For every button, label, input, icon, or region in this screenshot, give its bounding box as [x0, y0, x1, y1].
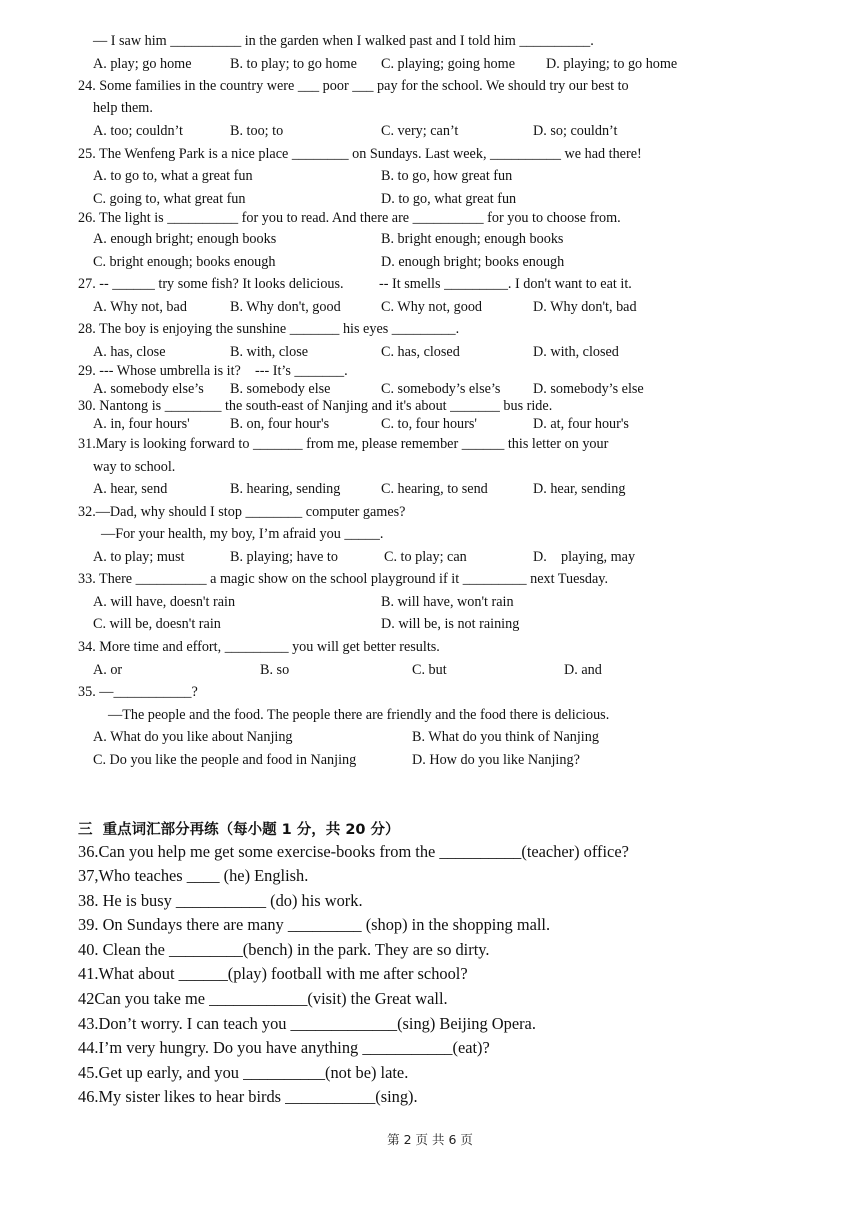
- q33-option-c: C. will be, doesn't rain: [93, 616, 221, 632]
- vocab-item-42: 42Can you take me ____________(visit) the Great wall.: [78, 989, 448, 1008]
- q35-option-c: C. Do you like the people and food in Nanjing: [93, 752, 357, 768]
- q33-stem: 33. There __________ a magic show on the school playground if it _________ next Tuesday.: [78, 571, 608, 587]
- q24-option-c: C. very; can’t: [381, 123, 459, 139]
- q28-option-c: C. has, closed: [381, 344, 460, 360]
- q32-option-d: D. playing, may: [533, 549, 636, 565]
- q23-option-d: D. playing; to go home: [546, 56, 678, 72]
- q24-option-b: B. too; to: [230, 123, 284, 139]
- q33-option-a: A. will have, doesn't rain: [93, 594, 236, 610]
- q34-option-b: B. so: [260, 662, 290, 678]
- q31-option-b: B. hearing, sending: [230, 481, 341, 497]
- q35-option-b: B. What do you think of Nanjing: [412, 729, 599, 745]
- q28-option-a: A. has, close: [93, 344, 166, 360]
- q29-stem: 29. --- Whose umbrella is it? --- It’s _______.: [78, 363, 348, 379]
- q31-stem: 31.Mary is looking forward to _______ from me, please remember ______ this letter on your: [78, 436, 609, 452]
- q33-option-d: D. will be, is not raining: [381, 616, 520, 632]
- vocab-item-37: 37,Who teaches ____ (he) English.: [78, 866, 309, 885]
- q25-option-a: A. to go to, what a great fun: [93, 168, 253, 184]
- q27-stem: 27. -- ______ try some fish? It looks delicious. -- It smells _________. I don't want to eat it.: [78, 276, 632, 292]
- q32-option-b: B. playing; have to: [230, 549, 338, 565]
- q25-option-c: C. going to, what great fun: [93, 191, 246, 207]
- q23-option-b: B. to play; to go home: [230, 56, 357, 72]
- page-footer: 第 2 页 共 6 页: [387, 1132, 473, 1147]
- vocab-item-36: 36.Can you help me get some exercise-books from the __________(teacher) office?: [78, 842, 629, 861]
- q28-stem: 28. The boy is enjoying the sunshine _______ his eyes _________.: [78, 321, 460, 337]
- vocab-item-41: 41.What about ______(play) football with me after school?: [78, 964, 468, 983]
- q30-stem: 30. Nantong is ________ the south-east of Nanjing and it's about _______ bus ride.: [78, 398, 553, 414]
- q26-option-d: D. enough bright; books enough: [381, 254, 565, 270]
- q34-option-d: D. and: [564, 662, 602, 678]
- q29-option-b: B. somebody else: [230, 381, 331, 397]
- q34-option-c: C. but: [412, 662, 447, 678]
- vocab-item-40: 40. Clean the _________(bench) in the park. They are so dirty.: [78, 940, 490, 959]
- q30-option-c: C. to, four hours': [381, 416, 477, 432]
- q27-option-d: D. Why don't, bad: [533, 299, 637, 315]
- q26-stem: 26. The light is __________ for you to read. And there are __________ for you to choose from.: [78, 210, 621, 226]
- q27-option-b: B. Why don't, good: [230, 299, 341, 315]
- q34-stem: 34. More time and effort, _________ you will get better results.: [78, 639, 440, 655]
- q31-option-a: A. hear, send: [93, 481, 168, 497]
- q24-option-a: A. too; couldn’t: [93, 123, 183, 139]
- q35-continuation: —The people and the food. The people there are friendly and the food there is delicious.: [108, 707, 610, 723]
- q35-option-a: A. What do you like about Nanjing: [93, 729, 293, 745]
- q32-continuation: —For your health, my boy, I’m afraid you _____.: [101, 526, 384, 542]
- q24-stem: 24. Some families in the country were ___ poor ___ pay for the school. We should try our best to: [78, 78, 629, 94]
- q26-option-c: C. bright enough; books enough: [93, 254, 276, 270]
- vocab-item-44: 44.I’m very hungry. Do you have anything ___________(eat)?: [78, 1038, 490, 1057]
- q32-option-a: A. to play; must: [93, 549, 185, 565]
- q35-stem: 35. —___________?: [78, 684, 198, 700]
- q27-option-c: C. Why not, good: [381, 299, 483, 315]
- q30-option-b: B. on, four hour's: [230, 416, 330, 432]
- q32-option-c: C. to play; can: [384, 549, 467, 565]
- q34-option-a: A. or: [93, 662, 123, 678]
- q29-option-d: D. somebody’s else: [533, 381, 644, 397]
- vocab-item-39: 39. On Sundays there are many _________ (shop) in the shopping mall.: [78, 915, 551, 934]
- vocab-item-46: 46.My sister likes to hear birds ___________(sing).: [78, 1087, 418, 1106]
- q35-option-d: D. How do you like Nanjing?: [412, 752, 580, 768]
- q24-continuation: help them.: [93, 100, 153, 116]
- q29-option-c: C. somebody’s else’s: [381, 381, 501, 397]
- q23-continuation: — I saw him __________ in the garden when I walked past and I told him __________.: [93, 33, 594, 49]
- q28-option-d: D. with, closed: [533, 344, 619, 360]
- q31-continuation: way to school.: [93, 459, 176, 475]
- q26-option-b: B. bright enough; enough books: [381, 231, 564, 247]
- q31-option-c: C. hearing, to send: [381, 481, 488, 497]
- q25-option-d: D. to go, what great fun: [381, 191, 517, 207]
- q26-option-a: A. enough bright; enough books: [93, 231, 277, 247]
- vocab-item-45: 45.Get up early, and you __________(not be) late.: [78, 1063, 409, 1082]
- q28-option-b: B. with, close: [230, 344, 309, 360]
- q31-option-d: D. hear, sending: [533, 481, 626, 497]
- vocab-item-43: 43.Don’t worry. I can teach you _____________(sing) Beijing Opera.: [78, 1014, 536, 1033]
- q30-option-a: A. in, four hours': [93, 416, 190, 432]
- q27-option-a: A. Why not, bad: [93, 299, 187, 315]
- vocab-item-38: 38. He is busy ___________ (do) his work.: [78, 891, 363, 910]
- q32-stem: 32.—Dad, why should I stop ________ computer games?: [78, 504, 406, 520]
- q25-stem: 25. The Wenfeng Park is a nice place ________ on Sundays. Last week, __________ we had there!: [78, 146, 642, 162]
- q30-option-d: D. at, four hour's: [533, 416, 629, 432]
- q23-option-a: A. play; go home: [93, 56, 192, 72]
- section-3-heading: 三 重点词汇部分再练（每小题 1 分，共 20 分）: [78, 822, 400, 838]
- q25-option-b: B. to go, how great fun: [381, 168, 513, 184]
- q29-option-a: A. somebody else’s: [93, 381, 204, 397]
- q33-option-b: B. will have, won't rain: [381, 594, 514, 610]
- q24-option-d: D. so; couldn’t: [533, 123, 618, 139]
- q23-option-c: C. playing; going home: [381, 56, 515, 72]
